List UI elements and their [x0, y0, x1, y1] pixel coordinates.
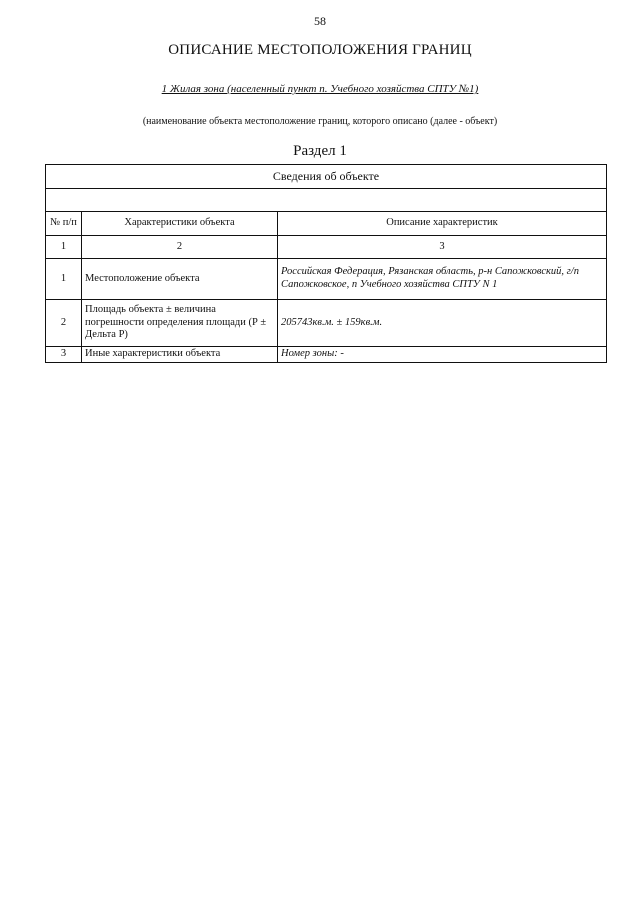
column-number: 2 — [82, 236, 278, 259]
column-header-characteristic: Характеристики объекта — [82, 212, 278, 236]
column-header-row — [46, 212, 607, 236]
column-number: 3 — [278, 236, 607, 259]
row-number: 1 — [46, 259, 82, 300]
table-row — [46, 300, 607, 347]
row-characteristic: Иные характеристики объекта — [82, 347, 278, 363]
table-blank-row — [46, 189, 607, 212]
row-characteristic: Местоположение объекта — [82, 259, 278, 300]
document-title: ОПИСАНИЕ МЕСТОПОЛОЖЕНИЯ ГРАНИЦ — [168, 42, 472, 58]
table-header-row — [46, 165, 607, 189]
table-blank-cell — [46, 189, 607, 212]
row-characteristic: Площадь объекта ± величина погрешности определения площади (Р ± Дельта Р) — [82, 300, 278, 347]
column-header-description: Описание характеристик — [278, 212, 607, 236]
row-description: Номер зоны: - — [278, 347, 607, 363]
row-number: 3 — [46, 347, 82, 363]
object-info-table — [45, 164, 607, 363]
row-description: 205743кв.м. ± 159кв.м. — [278, 300, 607, 347]
column-header-number: № п/п — [46, 212, 82, 236]
row-number: 2 — [46, 300, 82, 347]
section-title: Раздел 1 — [293, 143, 347, 159]
column-number: 1 — [46, 236, 82, 259]
object-name-caption: (наименование объекта местоположение границ, которого описано (далее - объект) — [142, 116, 498, 127]
row-description: Российская Федерация, Рязанская область, р-н Сапожковский, г/п Сапожковское, п Учебного хозяйства СПТУ N 1 — [278, 259, 607, 300]
page-number: 58 — [314, 14, 326, 28]
table-header: Сведения об объекте — [46, 165, 607, 189]
table-row — [46, 259, 607, 300]
object-name: 1 Жилая зона (населенный пункт п. Учебного хозяйства СПТУ №1) — [161, 83, 479, 95]
column-number-row — [46, 236, 607, 259]
table-row — [46, 347, 607, 363]
